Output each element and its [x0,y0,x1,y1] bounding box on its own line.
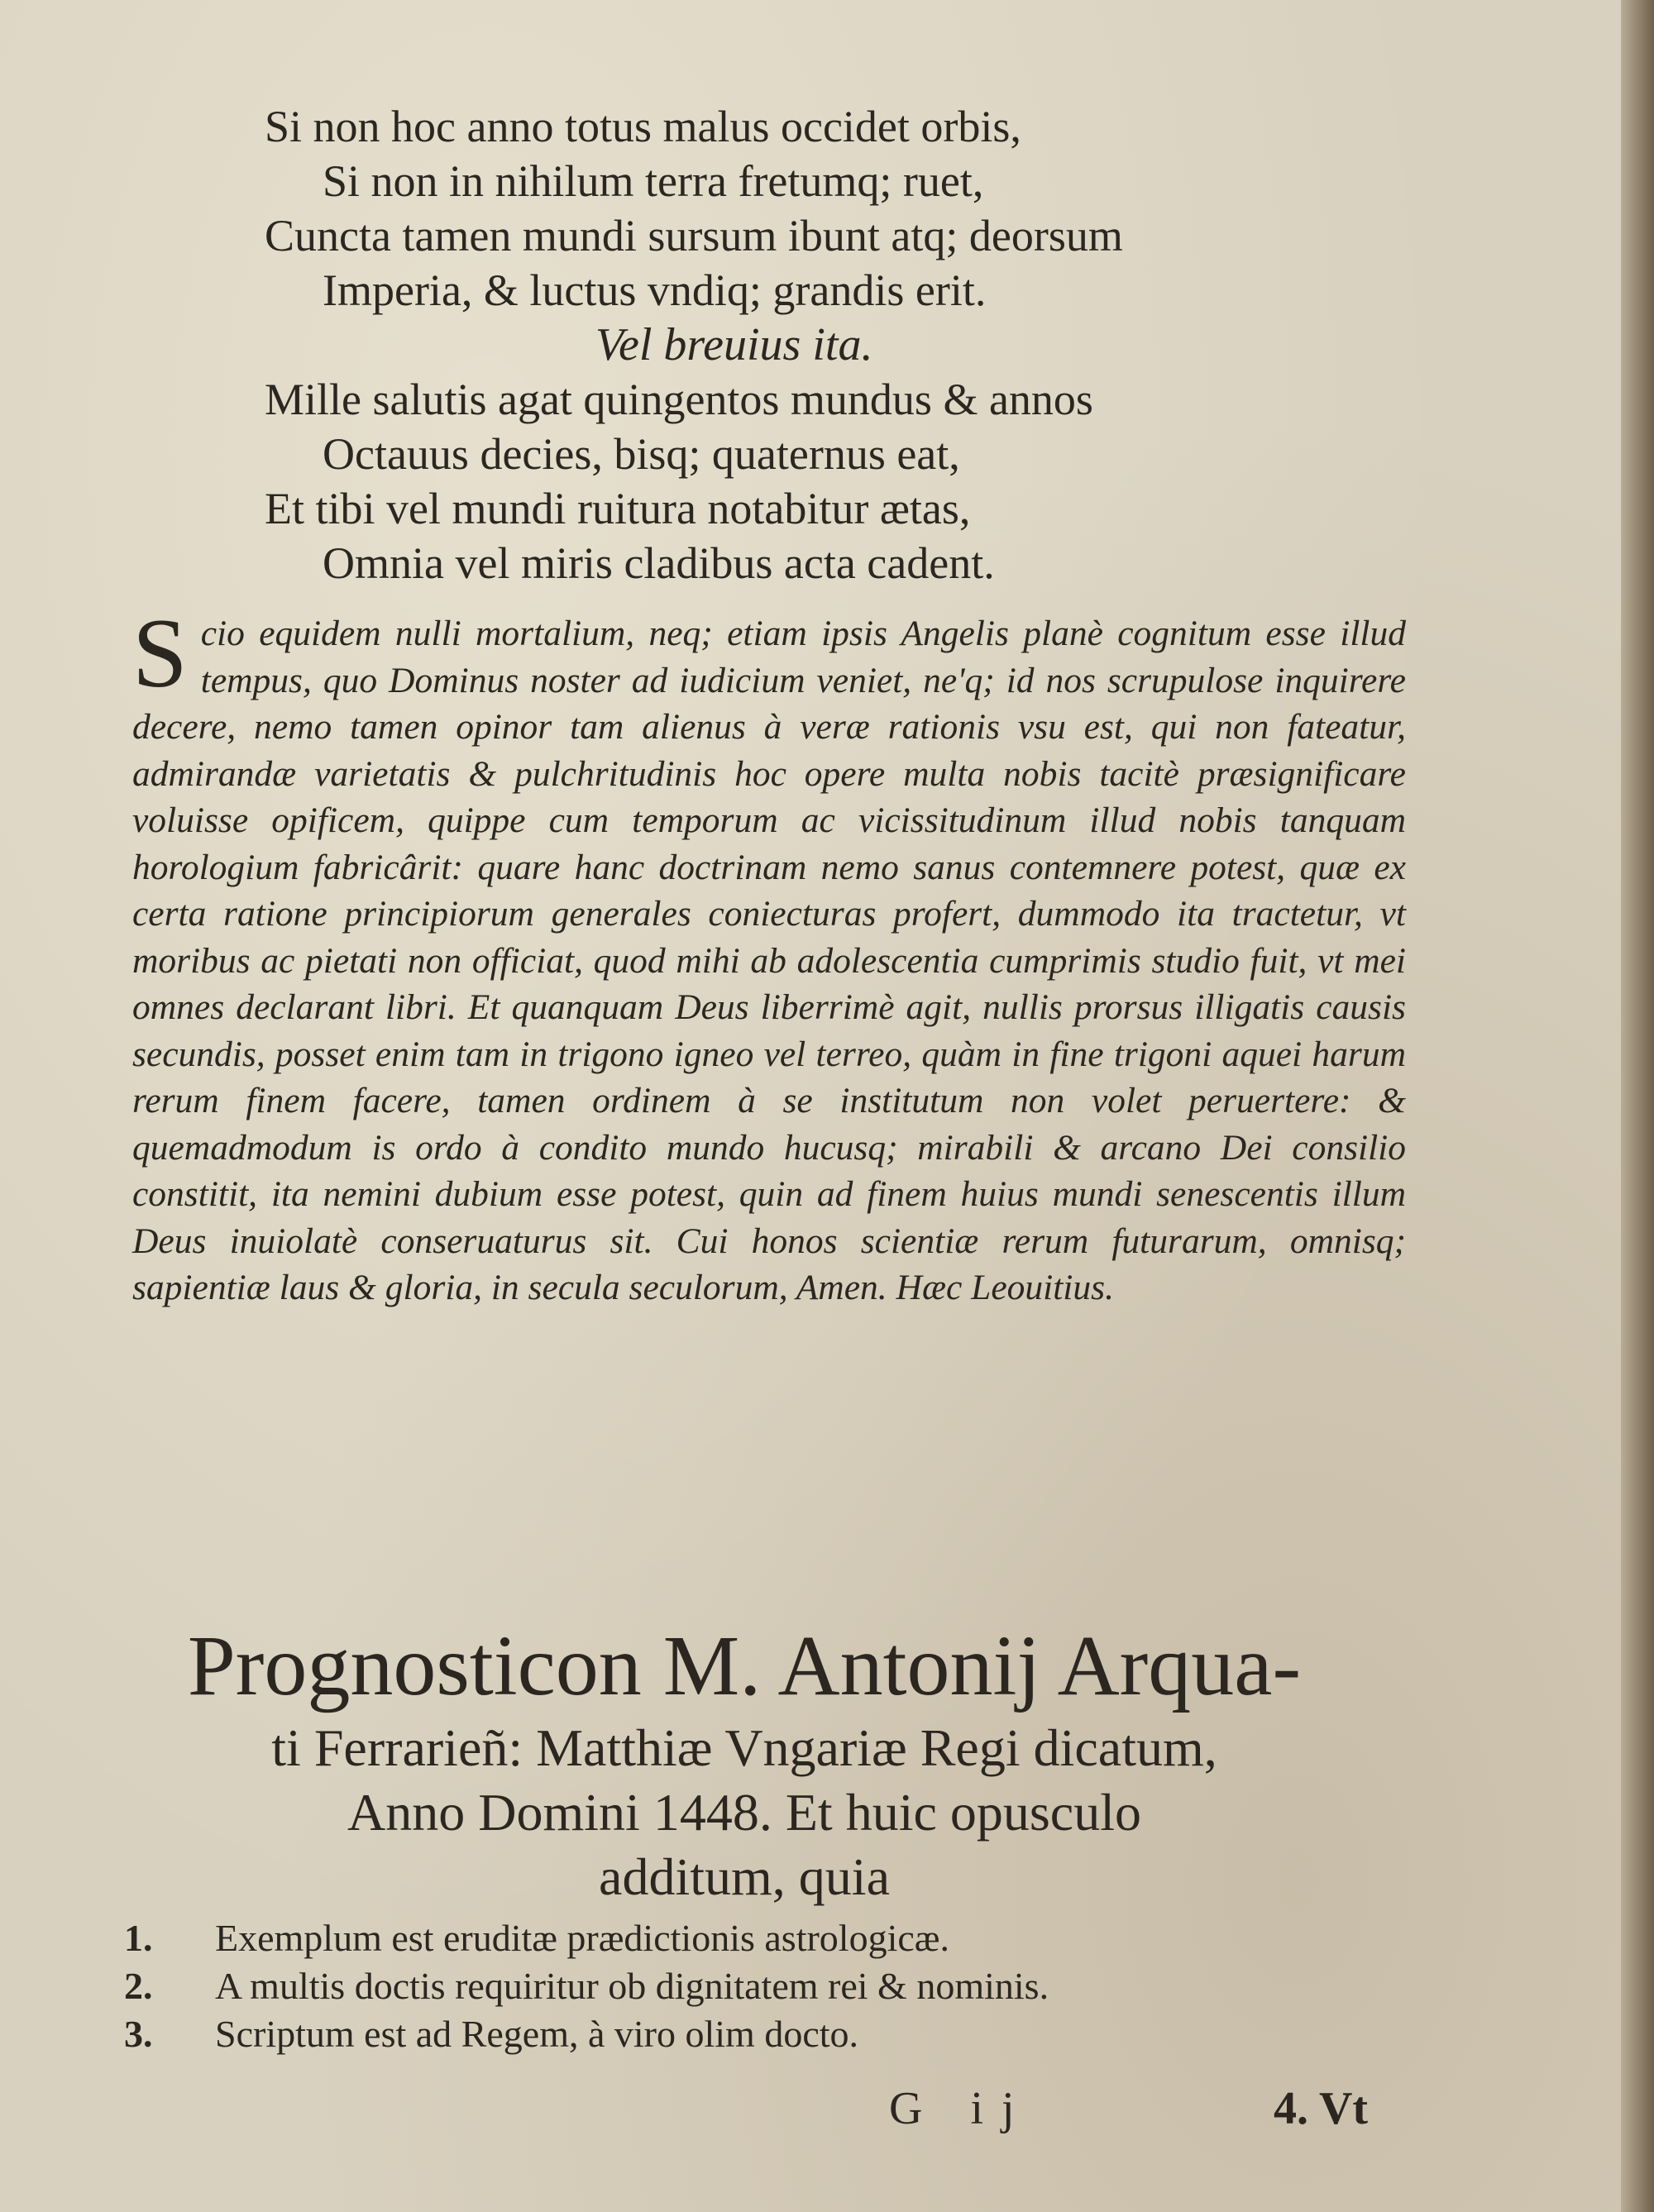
list-text: A multis doctis requiritur ob dignitatem rei & nominis. [215,1965,1049,2007]
verse-line: Imperia, & luctus vndiq; grandis erit. [323,265,987,315]
prose-paragraph [132,598,1406,1311]
list-number: 2. [124,1965,153,2007]
verse-line: Omnia vel miris cladibus acta cadent. [323,538,995,588]
section-title [124,1617,1365,1909]
prose-text: cio equidem nulli mortalium, neq; etiam ipsis Angelis planè cognitum esse illud tempus, quo Dominus noster ad iudicium veniet, ne'q; id nos scrupulose inquirere decere, nemo tamen opinor tam alienus à veræ rationis vsu est, qui non fateatur, admirandæ varietatis & pulchritudinis hoc opere multa nobis tacitè præsignificare voluisse opificem, quippe cum temporum ac vicissitudinum illud nobis tanquam horologium fabricârit: quare hanc doctrinam nemo sanus contemnere potest, quæ ex certa ratione principiorum generales coniecturas profert, dummodo ita tractetur, vt moribus ac pietati non officiat, quod mihi ab adolescentia cumprimis studio fuit, vt mei omnes declarant libri. Et quanquam Deus liberrimè agit, nullis prorsus illigatis causis secundis, posset enim tam in trigono igneo vel terreo, quàm in fine trigoni aquei harum rerum finem facere, tamen ordinem à se institutum non volet peruertere: & quemadmodum is ordo à condito mundo hucusq; mirabili & arcano Dei consilio constitit, ita nemini dubium esse potest, quin ad finem huius mundi senescentis illum Deus inuiolatè conseruaturus sit. Cui honos scientiæ rerum futurarum, omnisq; sapientiæ laus & gloria, in secula seculorum, Amen. Hæc Leouitius. [132,614,1406,1307]
verse-block [265,99,1340,590]
title-line: Anno Domini 1448. Et huic opusculo [347,1783,1141,1842]
verse-subheading: Vel breuius ita. [595,319,873,370]
verse-line: Si non in nihilum terra fretumq; ruet, [323,156,984,206]
verse-line: Mille salutis agat quingentos mundus & annos [265,375,1093,424]
verse-line: Et tibi vel mundi ruitura notabitur ætas, [265,484,971,533]
numbered-list [124,1914,1365,2058]
list-item [124,1962,1365,2010]
page-edge [1621,0,1654,2212]
list-item [124,1914,1365,1962]
title-line: additum, quia [599,1847,890,1906]
verse-line: Cuncta tamen mundi sursum ibunt atq; deorsum [265,211,1123,260]
catchword: 4. Vt [1274,2083,1369,2134]
title-main: Prognosticon M. Antonij Arqua- [187,1618,1302,1713]
list-number: 1. [124,1917,153,1959]
title-line: ti Ferrarieñ: Matthiæ Vngariæ Regi dicatum, [271,1718,1217,1777]
verse-line: Si non hoc anno totus malus occidet orbis, [265,102,1021,151]
signature-mark: G ij [889,2083,1033,2134]
list-number: 3. [124,2013,153,2055]
drop-cap: S [132,598,188,708]
list-text: Scriptum est ad Regem, à viro olim docto. [215,2013,859,2055]
list-item [124,2010,1365,2058]
list-text: Exemplum est eruditæ prædictionis astrologicæ. [215,1917,949,1959]
verse-line: Octauus decies, bisq; quaternus eat, [323,429,960,479]
